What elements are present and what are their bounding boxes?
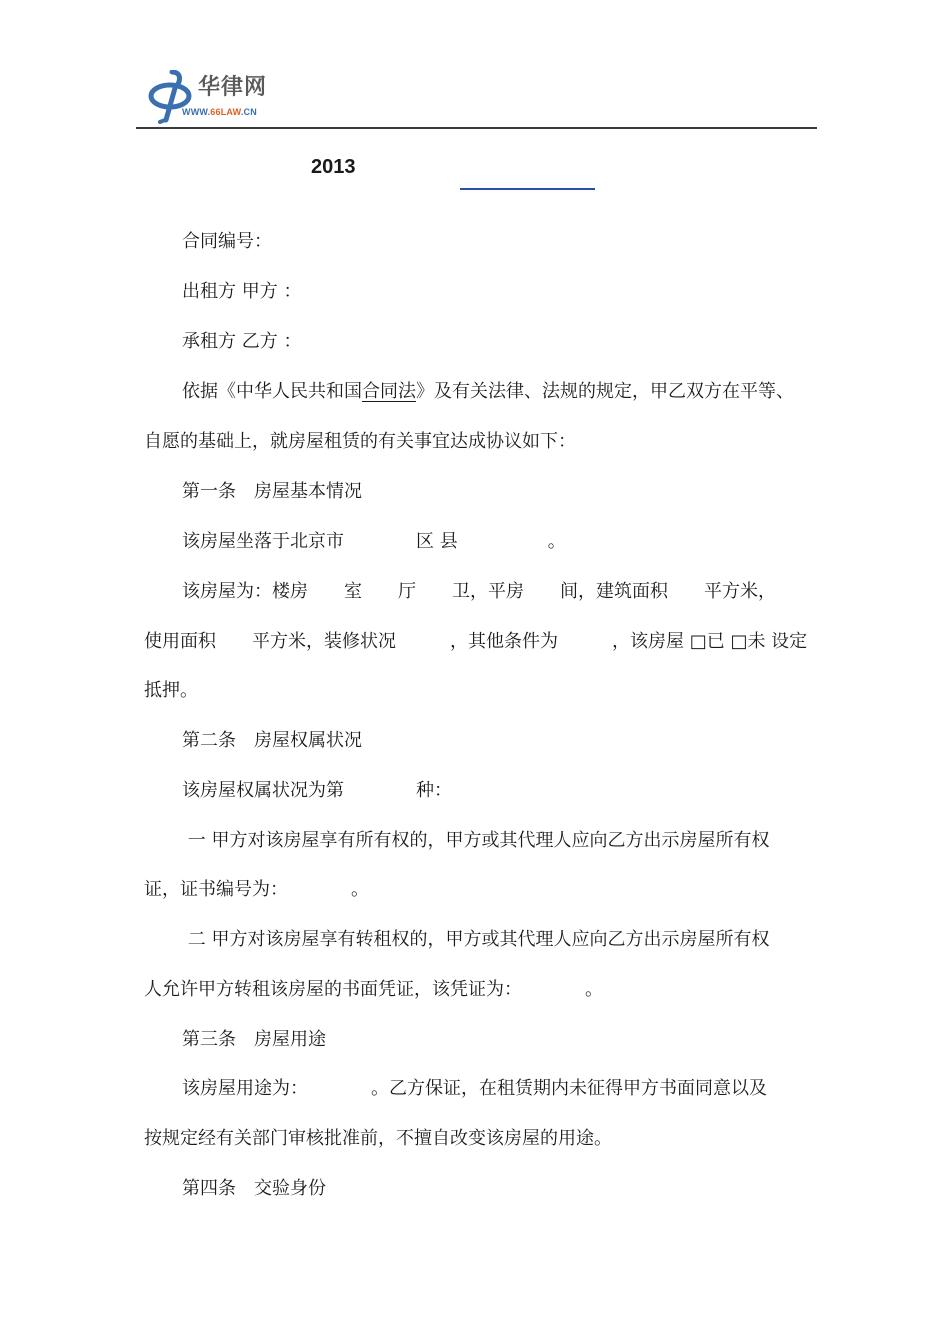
article-2-option-1: 一 甲方对该房屋享有所有权的，甲方或其代理人应向乙方出示房屋所有权: [182, 830, 770, 851]
intro-paragraph-line: 依据《中华人民共和国合同法》及有关法律、法规的规定，甲乙双方在平等、: [182, 381, 794, 402]
article-1-description: 使用面积 平方米，装修状况 ，其他条件为 ，该房屋 □已 □未 设定: [144, 631, 808, 652]
contract-law-link[interactable]: 合同法: [362, 381, 416, 402]
doc-title-year: 2013: [311, 156, 356, 178]
lessee-field: 承租方 乙方 ：: [182, 331, 302, 352]
article-1-location: 该房屋坐落于北京市 区 县 。: [182, 531, 566, 552]
article-2-option-2: 二 甲方对该房屋享有转租权的，甲方或其代理人应向乙方出示房屋所有权: [182, 929, 770, 950]
article-3-text: 该房屋用途为： 。乙方保证，在租赁期内未征得甲方书面同意以及: [182, 1078, 767, 1099]
title-link-underline[interactable]: [460, 188, 595, 190]
intro-paragraph-line: 自愿的基础上，就房屋租赁的有关事宜达成协议如下：: [144, 431, 576, 452]
article-1-description: 抵押。: [144, 680, 198, 701]
article-3-title: 第三条 房屋用途: [182, 1029, 326, 1050]
article-1-description: 该房屋为：楼房 室 厅 卫，平房 间，建筑面积 平方米，: [182, 581, 776, 602]
article-2-type: 该房屋权属状况为第 种：: [182, 780, 452, 801]
lessor-field: 出租方 甲方 ：: [182, 281, 302, 302]
logo-url: WWW.66LAW.CN: [182, 107, 257, 117]
header-divider: [136, 127, 817, 129]
logo-name: 华律网: [198, 75, 268, 100]
article-4-title: 第四条 交验身份: [182, 1178, 326, 1199]
contract-number-field: 合同编号：: [182, 231, 272, 252]
page-header: [0, 0, 950, 130]
article-2-title: 第二条 房屋权属状况: [182, 730, 362, 751]
article-2-option-1: 证，证书编号为： 。: [144, 879, 369, 900]
article-3-text: 按规定经有关部门审核批准前，不擅自改变该房屋的用途。: [144, 1128, 612, 1149]
article-1-title: 第一条 房屋基本情况: [182, 481, 362, 502]
article-2-option-2: 人允许甲方转租该房屋的书面凭证，该凭证为： 。: [144, 979, 603, 1000]
